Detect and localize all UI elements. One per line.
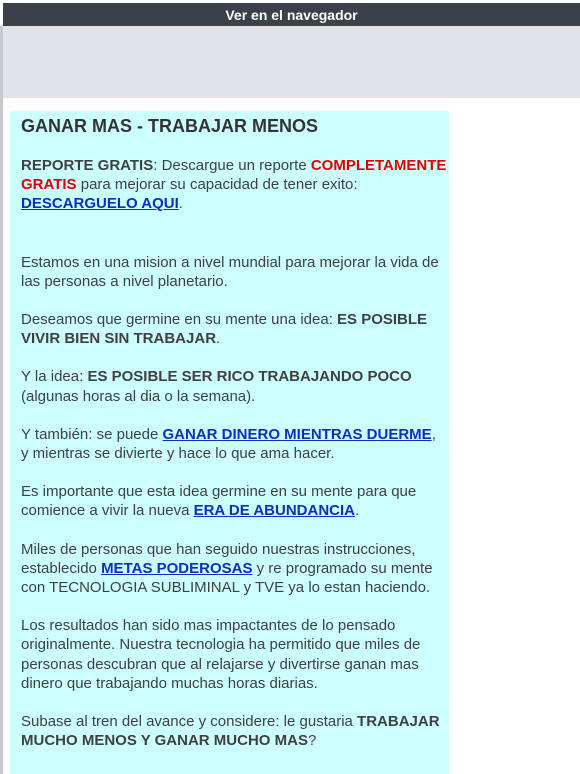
idea-text: Deseamos que germine en su mente una idea: <box>21 311 338 329</box>
report-text-2: para mejorar su capacidad de tener exito: <box>76 176 358 194</box>
earn-while-sleeping-link[interactable]: GANAR DINERO MIENTRAS DUERME <box>162 425 432 443</box>
abundance-paragraph <box>21 482 449 520</box>
view-in-browser-link[interactable]: Ver en el navegador <box>225 6 358 23</box>
report-text: : Descargue un reporte <box>153 157 311 174</box>
view-in-browser-bar[interactable] <box>3 3 580 26</box>
train-end: ? <box>307 732 317 750</box>
abundance-era-link[interactable]: ERA DE ABUNDANCIA <box>193 502 355 520</box>
train-text: Subase al tren del avance y considere: le gustaria <box>21 713 358 731</box>
sleep-text: Y también: se puede <box>21 425 163 443</box>
free-highlight: COMPLETAMENTE GRATIS <box>21 157 447 194</box>
download-link[interactable]: DESCARGUELO AQUI <box>21 195 179 213</box>
abundance-text: Es importante que esta idea germine en su mente para que comience a vivir la nueva <box>21 483 417 520</box>
goals-end: y re programado su mente con TECNOLOGIA SUBLIMINAL y TVE ya lo estan haciendo. <box>21 559 433 597</box>
abundance-end: . <box>354 502 360 520</box>
rich-paragraph <box>21 367 449 405</box>
left-divider <box>0 26 3 774</box>
idea-bold: ES POSIBLE VIVIR BIEN SIN TRABAJAR <box>21 311 428 348</box>
sleep-paragraph <box>21 425 449 463</box>
report-label: REPORTE GRATIS <box>21 157 154 174</box>
sleep-end: , y mientras se divierte y hace lo que ama hacer. <box>21 425 436 463</box>
rich-bold: ES POSIBLE SER RICO TRABAJANDO POCO <box>87 368 412 386</box>
rich-text: Y la idea: <box>21 368 88 386</box>
powerful-goals-link[interactable]: METAS PODEROSAS <box>101 559 253 577</box>
goals-paragraph <box>21 540 449 598</box>
train-bold: TRABAJAR MUCHO MENOS Y GANAR MUCHO MAS <box>21 713 440 750</box>
mission-paragraph: Estamos en una mision a nivel mundial para mejorar la vida de las personas a nivel planetario. <box>21 253 439 290</box>
results-paragraph: Los resultados han sido mas impactantes de lo pensado originalmente. Nuestra tecnologia ha permitido que miles de personas descubran que al relajarse y divertirse ganan mas dinero que trabajando muchas horas diarias. <box>21 617 421 692</box>
goals-text: Miles de personas que han seguido nuestras instrucciones, establecido <box>21 540 416 577</box>
train-paragraph <box>21 712 449 750</box>
rich-end: (algunas horas al dia o la semana). <box>21 387 256 405</box>
report-paragraph <box>21 156 449 214</box>
report-end: . <box>178 195 183 213</box>
email-title: GANAR MAS - TRABAJAR MENOS <box>21 116 318 136</box>
idea-end: . <box>216 330 221 348</box>
header-band <box>3 26 580 98</box>
idea-paragraph <box>21 310 449 348</box>
email-body <box>10 111 449 774</box>
